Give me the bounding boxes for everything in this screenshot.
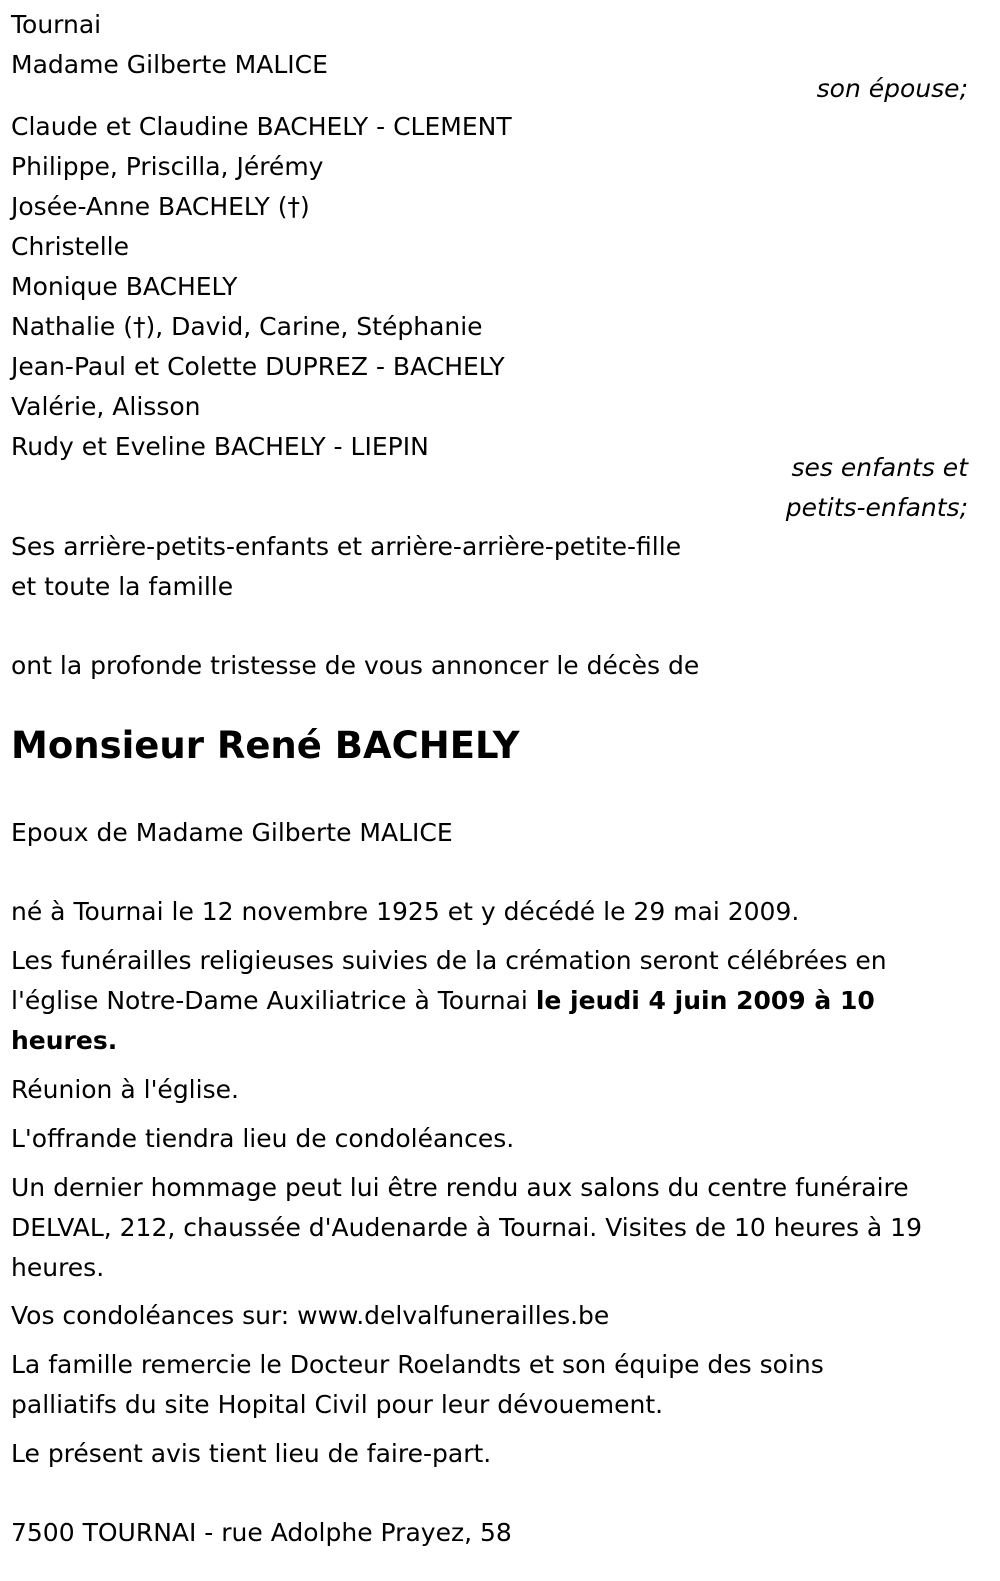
thanks: La famille remercie le Docteur Roelandts et son équipe des soins palliatifs du site Hopital Civil pour leur dévouement.: [11, 1350, 824, 1419]
tribute: Un dernier hommage peut lui être rendu aux salons du centre funéraire DELVAL, 212, chaussée d'Audenarde à Tournai. Visites de 10 heures à 19 heures.: [11, 1173, 922, 1282]
obituary-notice: [11, 0, 986, 1581]
address: 7500 TOURNAI - rue Adolphe Prayez, 58: [11, 1518, 512, 1547]
child-line: Philippe, Priscilla, Jérémy: [11, 152, 324, 181]
city: Tournai: [11, 10, 102, 39]
offering: L'offrande tiendra lieu de condoléances.: [11, 1124, 515, 1153]
children-role-line1: ses enfants et: [791, 453, 968, 482]
birth-death: né à Tournai le 12 novembre 1925 et y décédé le 29 mai 2009.: [11, 897, 800, 926]
funeral-info: [11, 941, 941, 1061]
funeral-date: le jeudi 4 juin 2009 à 10 heures.: [11, 986, 875, 1055]
condolences: Vos condoléances sur: www.delvalfunerailles.be: [11, 1301, 610, 1330]
extended-family: [11, 527, 971, 607]
extended-family-line1: Ses arrière-petits-enfants et arrière-arrière-petite-fille: [11, 532, 682, 561]
child-line: Christelle: [11, 232, 130, 261]
funeral-text: Les funérailles religieuses suivies de la crémation seront célébrées en l'église Notre-Dame Auxiliatrice à Tournai: [11, 946, 887, 1015]
spouse-role: son épouse;: [816, 74, 968, 103]
child-line: Claude et Claudine BACHELY - CLEMENT: [11, 112, 512, 141]
spouse-line: Epoux de Madame Gilberte MALICE: [11, 818, 453, 847]
child-line: Valérie, Alisson: [11, 392, 201, 421]
notice: Le présent avis tient lieu de faire-part.: [11, 1439, 492, 1468]
child-line: Jean-Paul et Colette DUPREZ - BACHELY: [11, 352, 505, 381]
child-line: Josée-Anne BACHELY (†): [11, 192, 310, 221]
announcement-text: ont la profonde tristesse de vous annoncer le décès de: [11, 651, 700, 680]
deceased-name: Monsieur René BACHELY: [11, 724, 520, 767]
reunion: Réunion à l'église.: [11, 1075, 239, 1104]
spouse-name: Madame Gilberte MALICE: [11, 50, 328, 79]
child-line: Monique BACHELY: [11, 272, 238, 301]
child-line: Rudy et Eveline BACHELY - LIEPIN: [11, 432, 429, 461]
children-role-line2: petits-enfants;: [785, 493, 968, 522]
extended-family-line2: et toute la famille: [11, 572, 234, 601]
children-list: [11, 107, 971, 467]
announcement: [11, 646, 971, 686]
child-line: Nathalie (†), David, Carine, Stéphanie: [11, 312, 483, 341]
children-role: [786, 448, 968, 528]
